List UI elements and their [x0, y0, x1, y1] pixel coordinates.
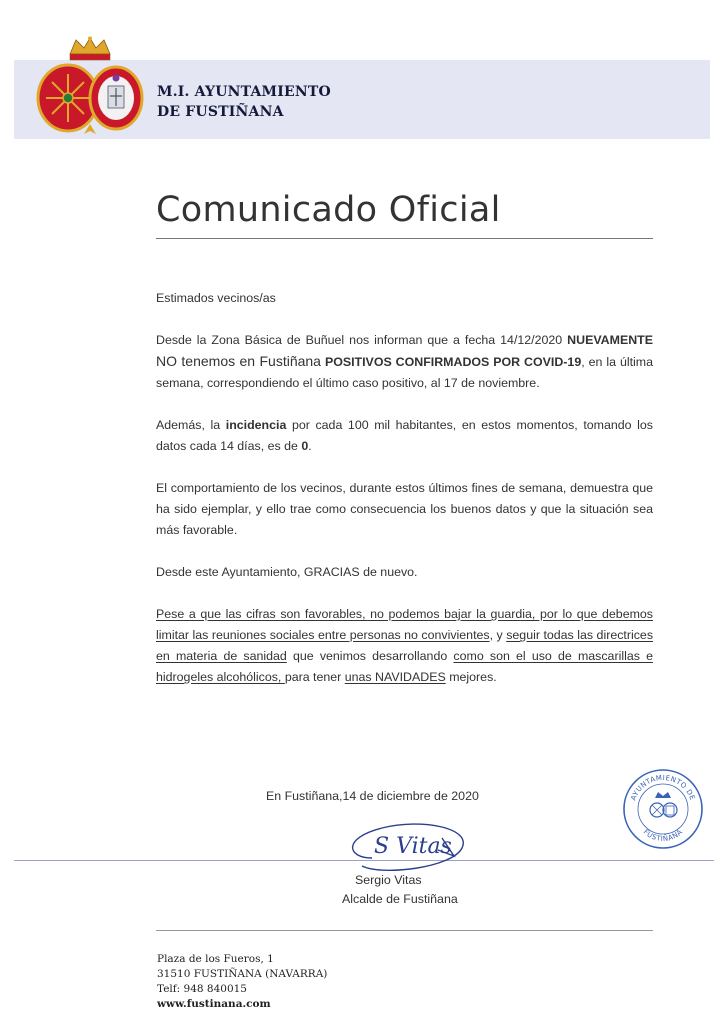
- footer-street: Plaza de los Fueros, 1: [157, 953, 274, 965]
- date-line: En Fustiñana,14 de diciembre de 2020: [266, 789, 479, 803]
- footer-website-link[interactable]: www.fustinana.com: [157, 998, 271, 1010]
- greeting: Estimados vecinos/as: [156, 291, 276, 305]
- letter-body: [156, 288, 653, 688]
- org-name-line-1: M.I. AYUNTAMIENTO: [157, 84, 331, 100]
- org-name-line-2: DE FUSTIÑANA: [157, 104, 284, 120]
- paragraph-5: Pese a que las cifras son favorables, no podemos bajar la guardia, por lo que debemos limitar las reuniones sociales entre personas no convivientes, y seguir todas las directrices en materia de sanidad que venimos desarrollando como son el uso de mascarillas e hidrogeles alcohólicos, para tener unas NAVIDADES mejores.: [156, 607, 654, 684]
- footer-phone: Telf: 948 840015: [157, 983, 247, 995]
- document-title: Comunicado Oficial: [156, 190, 501, 230]
- paragraph-2: Además, la incidencia por cada 100 mil habitantes, en estos momentos, tomando los datos cada 14 días, es de 0.: [156, 418, 653, 453]
- footer-divider: [156, 930, 653, 931]
- footer-address: [157, 952, 327, 1012]
- svg-text:S Vitas: S Vitas: [374, 834, 452, 859]
- paragraph-1: Desde la Zona Básica de Buñuel nos informan que a fecha 14/12/2020 NUEVAMENTE NO tenemos en Fustiñana POSITIVOS CONFIRMADOS POR COVID-19, en la última semana, correspondiendo el último caso positivo, al 17 de noviembre.: [156, 333, 654, 390]
- organization-name: [157, 82, 331, 122]
- stamp-text-bottom: FUSTIÑANA: [641, 827, 685, 844]
- signer-name: Sergio Vitas: [355, 873, 422, 887]
- footer-city: 31510 FUSTIÑANA (NAVARRA): [157, 968, 328, 980]
- signer-role: Alcalde de Fustiñana: [342, 892, 458, 906]
- title-divider: [156, 238, 653, 239]
- handwritten-signature: [342, 818, 482, 878]
- coat-of-arms-icon: [34, 36, 146, 136]
- paragraph-4: Desde este Ayuntamiento, GRACIAS de nuevo.: [156, 565, 418, 579]
- official-stamp-icon: [622, 768, 704, 850]
- paragraph-3: El comportamiento de los vecinos, durante estos últimos fines de semana, demuestra que ha sido ejemplar, y ello trae como consecuencia los buenos datos y que la situación sea más favorable.: [156, 481, 653, 537]
- svg-text:FUSTIÑANA: [642, 828, 685, 843]
- stamp-text-top: AYUNTAMIENTO DE: [629, 773, 697, 802]
